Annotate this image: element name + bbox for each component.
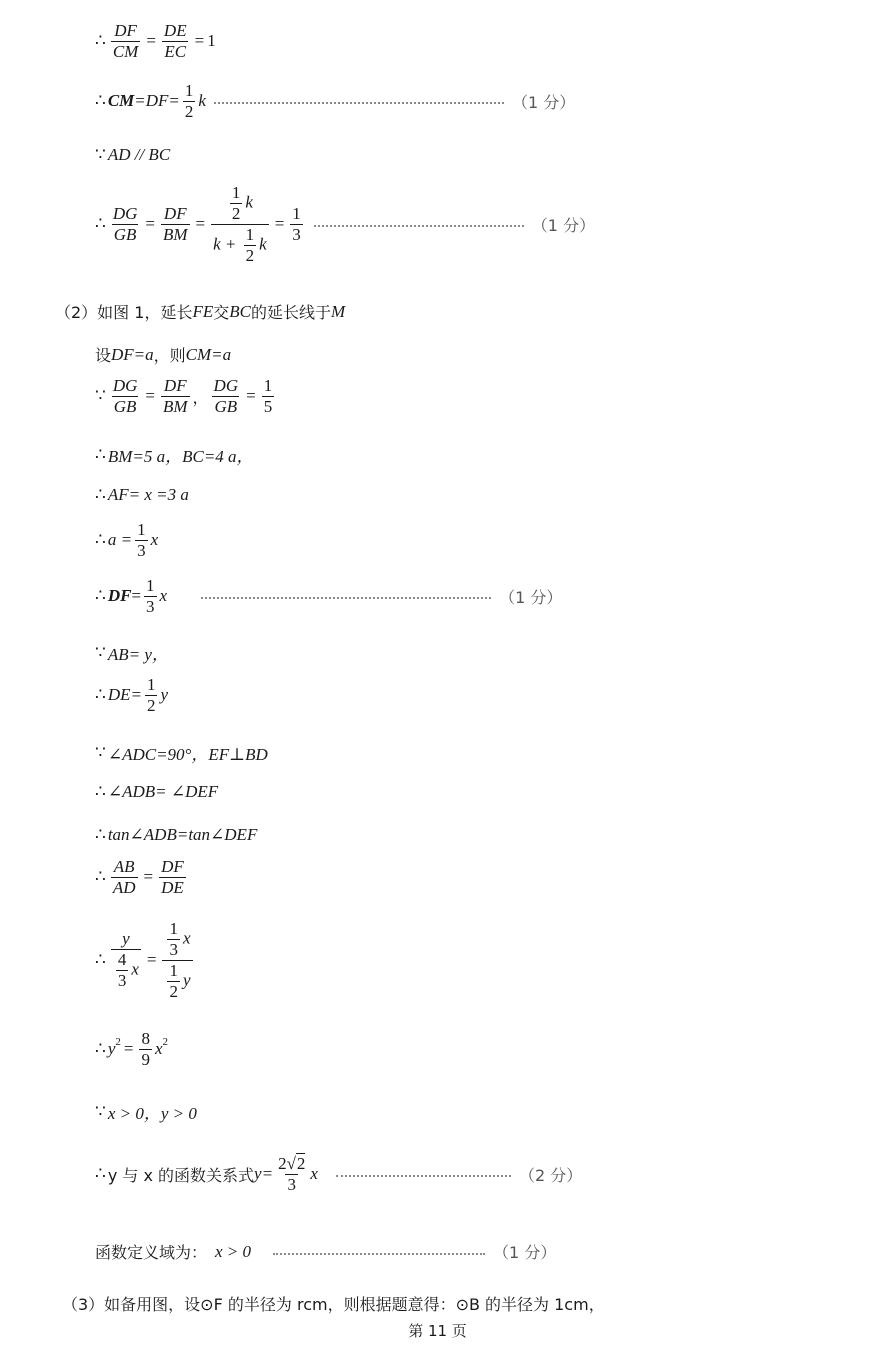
line-17: ∴ $\frac{AB}{AD}$ = $\frac{DF}{DE}$ [95,857,184,897]
line-3: ∵ AD // BC [95,145,171,164]
line-6: 设 DF=a ，则 CM=a [95,344,232,365]
line-8: ∴ BM=5 a，BC=4 a， [95,444,254,466]
line-13: ∴ DE= $\frac{1}{2}$ y [95,675,169,715]
dotted-leader [214,102,504,104]
dotted-leader [336,1175,511,1177]
fraction: $\frac{DF}{DE}$ [161,857,184,897]
score-mark: （1 分） [531,215,596,235]
line-11: ∴ DF = $\frac{1}{3}$ x （1 分） [95,576,563,616]
fraction: $\frac{DG}{GB}$ [112,376,138,416]
line-10: ∴ a = $\frac{1}{3}$ x [95,520,159,560]
score-mark: （1 分） [493,1243,557,1262]
dotted-leader [314,225,524,227]
line-16: ∴ tan∠ADB=tan∠DEF [95,825,258,844]
line-22: 函数定义域为： x > 0 （1 分） [95,1241,557,1262]
dotted-leader [201,597,491,599]
dotted-leader [273,1253,485,1255]
line-7: ∵ $\frac{DG}{GB}$ = $\frac{DF}{BM}$ ， $\frac{DG}{GB}$ = $\frac{1}{5}$ [95,376,273,416]
fraction: $\frac{DG}{GB}$ [213,376,239,416]
fraction: $\frac{DE}{EC}$ [163,21,187,61]
line-5: （2）如图 1，延长 FE 交 BC 的延长线于 M [55,301,346,322]
fraction: $\frac{1}{5}$ [263,376,273,416]
line-18: ∴ y $\frac{4}{3}$ x = $\frac{1}{3}$ x $\frac{1}{2}$ y [95,919,191,1001]
line-12: ∵ AB= y， [95,642,169,664]
score-mark: （1 分） [499,587,563,607]
fraction: $\frac{2√2}{3}$ [278,1154,306,1194]
fraction: $\frac{8}{9}$ [141,1029,150,1069]
fraction: $\frac{1}{2}$ [146,675,156,715]
fraction: $\frac{DF}{CM}$ [112,21,139,61]
therefore-symbol: ∴ [95,31,106,51]
line-20: ∵ x > 0，y > 0 [95,1101,197,1123]
fraction: $\frac{AB}{AD}$ [112,857,136,897]
fraction: $\frac{DF}{BM}$ [162,203,188,244]
compound-fraction: y $\frac{4}{3}$ x [111,930,141,990]
line-2: ∴ CM =DF= $\frac{1}{2}$ k （1 分） [95,81,576,121]
line-23: （3）如备用图，设⊙F 的半径为 rcm，则根据题意得：⊙B 的半径为 1cm， [62,1295,605,1314]
fraction: $\frac{DF}{BM}$ [162,376,188,416]
line-1: ∴ $\frac{DF}{CM}$ = $\frac{DE}{EC}$ = 1 [95,21,216,61]
fraction: $\frac{1}{3}$ [137,520,146,560]
line-4: ∴ $\frac{DG}{GB}$ = $\frac{DF}{BM}$ = $\frac{1}{2}$ k k + $\frac{1}{2}$ k = $\frac{1}{3}$ （1 分） [95,183,596,265]
line-19: ∴ y 2 = $\frac{8}{9}$ x 2 [95,1029,169,1069]
fraction: $\frac{DG}{GB}$ [112,203,138,244]
score-mark: （2 分） [518,1165,583,1185]
fraction: $\frac{1}{3}$ [292,203,301,244]
compound-fraction: $\frac{1}{2}$ k k + $\frac{1}{2}$ k [213,183,267,265]
line-21: ∴ y 与 x 的函数关系式 y= $\frac{2√2}{3}$ x （2 分） [95,1154,583,1194]
fraction: $\frac{1}{2}$ [184,81,194,121]
line-14: ∵ ∠ADC=90°，EF⊥BD [95,742,268,764]
score-mark: （1 分） [511,92,576,112]
line-15: ∴ ∠ADB= ∠DEF [95,782,219,801]
line-9: ∴ AF= x =3 a [95,485,189,504]
page-number: 第 11 页 [408,1322,467,1340]
compound-fraction: $\frac{1}{3}$ x $\frac{1}{2}$ y [162,920,192,1000]
fraction: $\frac{1}{3}$ [146,576,155,616]
